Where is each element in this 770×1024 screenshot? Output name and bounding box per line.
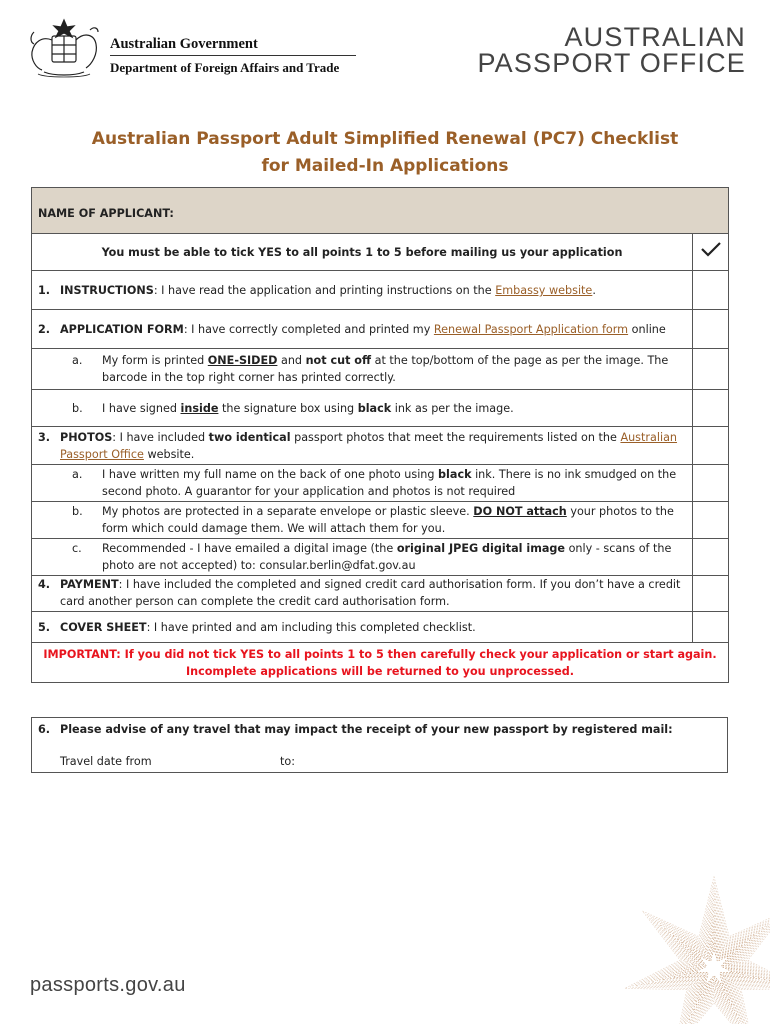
item-text-end: online <box>628 323 666 336</box>
sub-text: at the top/bottom of the page as per the image. The barcode in the top right corner has printed correctly. <box>102 354 669 384</box>
travel-from-label: Travel date from <box>60 755 152 768</box>
sub-emphasis: not cut off <box>305 354 372 367</box>
passport-office-link[interactable]: Australian Passport Office <box>60 431 678 461</box>
applicant-name-field[interactable] <box>32 188 729 234</box>
star-logo-icon <box>606 870 770 1024</box>
sub-emphasis: ONE-SIDED <box>207 354 278 367</box>
important-line-2: Incomplete applications will be returned to you unprocessed. <box>185 665 575 678</box>
item-text-end: website. <box>143 448 195 461</box>
sub-text: I have written my full name on the back of one photo using <box>102 468 439 481</box>
sub-text: I have signed <box>102 402 181 415</box>
sub-letter: c. <box>72 542 82 555</box>
item-number: 2. <box>38 323 51 336</box>
applicant-name-label: NAME OF APPLICANT: <box>38 207 174 220</box>
item-text: : I have included the completed and signed credit card authorisation form. If you don’t have a credit card another person can complete the credit card authorisation form. <box>60 578 681 608</box>
item-5-checkbox[interactable] <box>693 612 729 643</box>
item-heading: PHOTOS <box>60 431 113 444</box>
checklist-item-2a <box>32 349 729 390</box>
important-row <box>32 643 729 683</box>
travel-row <box>32 718 728 773</box>
travel-table <box>31 717 728 773</box>
item-1-checkbox[interactable] <box>693 271 729 310</box>
embassy-website-link[interactable]: Embassy website <box>495 284 593 297</box>
check-icon <box>700 240 722 258</box>
sub-text: My form is printed <box>102 354 208 367</box>
item-number: 5. <box>38 621 51 634</box>
sub-text: and <box>277 354 306 367</box>
sub-letter: b. <box>72 505 83 518</box>
item-3b-checkbox[interactable] <box>693 502 729 539</box>
header-checkbox[interactable] <box>693 234 729 271</box>
item-number: 6. <box>38 723 51 736</box>
instruction-row <box>32 234 729 271</box>
sub-emphasis: black <box>438 468 472 481</box>
item-3a-checkbox[interactable] <box>693 465 729 502</box>
sub-text: only - scans of the photo are not accepted) to: consular.berlin@dfat.gov.au <box>102 542 672 572</box>
item-heading: COVER SHEET <box>60 621 147 634</box>
sub-text: ink. There is no ink smudged on the second photo. A guarantor for your application and photos is not required <box>102 468 677 498</box>
title-line-1: Australian Passport Adult Simplified Renewal (PC7) Checklist <box>91 129 679 149</box>
item-text: : I have included <box>112 431 209 444</box>
checklist-item-2 <box>32 310 729 349</box>
important-line-1: IMPORTANT: If you did not tick YES to all points 1 to 5 then carefully check your application or start again. <box>43 648 717 661</box>
instruction-text: You must be able to tick YES to all points 1 to 5 before mailing us your application <box>32 234 693 271</box>
item-text: passport photos that meet the requirements listed on the <box>290 431 621 444</box>
item-text-end: . <box>592 284 596 297</box>
office-line-1: AUSTRALIAN <box>564 22 746 52</box>
travel-question: Please advise of any travel that may impact the receipt of your new passport by registered mail: <box>60 723 673 736</box>
government-title: Australian Government <box>110 36 258 52</box>
checklist-table <box>31 187 729 683</box>
item-4-checkbox[interactable] <box>693 576 729 612</box>
applicant-name-row <box>32 188 729 234</box>
sub-text: ink as per the image. <box>391 402 514 415</box>
item-3-checkbox[interactable] <box>693 427 729 465</box>
item-2b-checkbox[interactable] <box>693 390 729 427</box>
item-number: 4. <box>38 578 51 591</box>
sub-text: the signature box using <box>218 402 358 415</box>
checklist-item-2b <box>32 390 729 427</box>
coat-of-arms-icon <box>24 18 104 80</box>
renewal-form-link[interactable]: Renewal Passport Application form <box>433 323 629 336</box>
important-notice <box>32 643 729 683</box>
sub-letter: a. <box>72 354 83 367</box>
sub-text: your photos to the form which could damage them. We will attach them for you. <box>102 505 674 535</box>
checklist-item-3c <box>32 539 729 576</box>
office-line-2: PASSPORT OFFICE <box>477 48 746 78</box>
checklist-item-3a <box>32 465 729 502</box>
item-heading: INSTRUCTIONS <box>60 284 154 297</box>
sub-emphasis: DO NOT attach <box>473 505 567 518</box>
item-text: : I have printed and am including this completed checklist. <box>146 621 476 634</box>
sub-text: Recommended - I have emailed a digital image (the <box>102 542 397 555</box>
sub-emphasis: original JPEG digital image <box>396 542 566 555</box>
sub-text: My photos are protected in a separate envelope or plastic sleeve. <box>102 505 474 518</box>
divider <box>110 55 356 56</box>
item-emphasis: two identical <box>208 431 291 444</box>
item-2-checkbox[interactable] <box>693 310 729 349</box>
item-text: : I have read the application and printing instructions on the <box>153 284 496 297</box>
department-name: Department of Foreign Affairs and Trade <box>110 60 340 75</box>
sub-emphasis: black <box>357 402 392 415</box>
checklist-item-5 <box>32 612 729 643</box>
page-title <box>0 126 770 180</box>
item-3c-checkbox[interactable] <box>693 539 729 576</box>
item-text: : I have correctly completed and printed my <box>183 323 434 336</box>
footer-url: passports.gov.au <box>30 974 186 996</box>
sub-letter: a. <box>72 468 83 481</box>
checklist-item-1 <box>32 271 729 310</box>
title-line-2: for Mailed-In Applications <box>261 156 509 176</box>
checklist-item-3 <box>32 427 729 465</box>
item-number: 3. <box>38 431 51 444</box>
item-2a-checkbox[interactable] <box>693 349 729 390</box>
travel-to-label: to: <box>280 755 296 768</box>
checklist-item-4 <box>32 576 729 612</box>
passport-office-logo <box>477 24 746 76</box>
item-number: 1. <box>38 284 51 297</box>
sub-emphasis: inside <box>180 402 219 415</box>
item-heading: APPLICATION FORM <box>60 323 184 336</box>
sub-letter: b. <box>72 402 83 415</box>
checklist-item-3b <box>32 502 729 539</box>
item-heading: PAYMENT <box>60 578 119 591</box>
